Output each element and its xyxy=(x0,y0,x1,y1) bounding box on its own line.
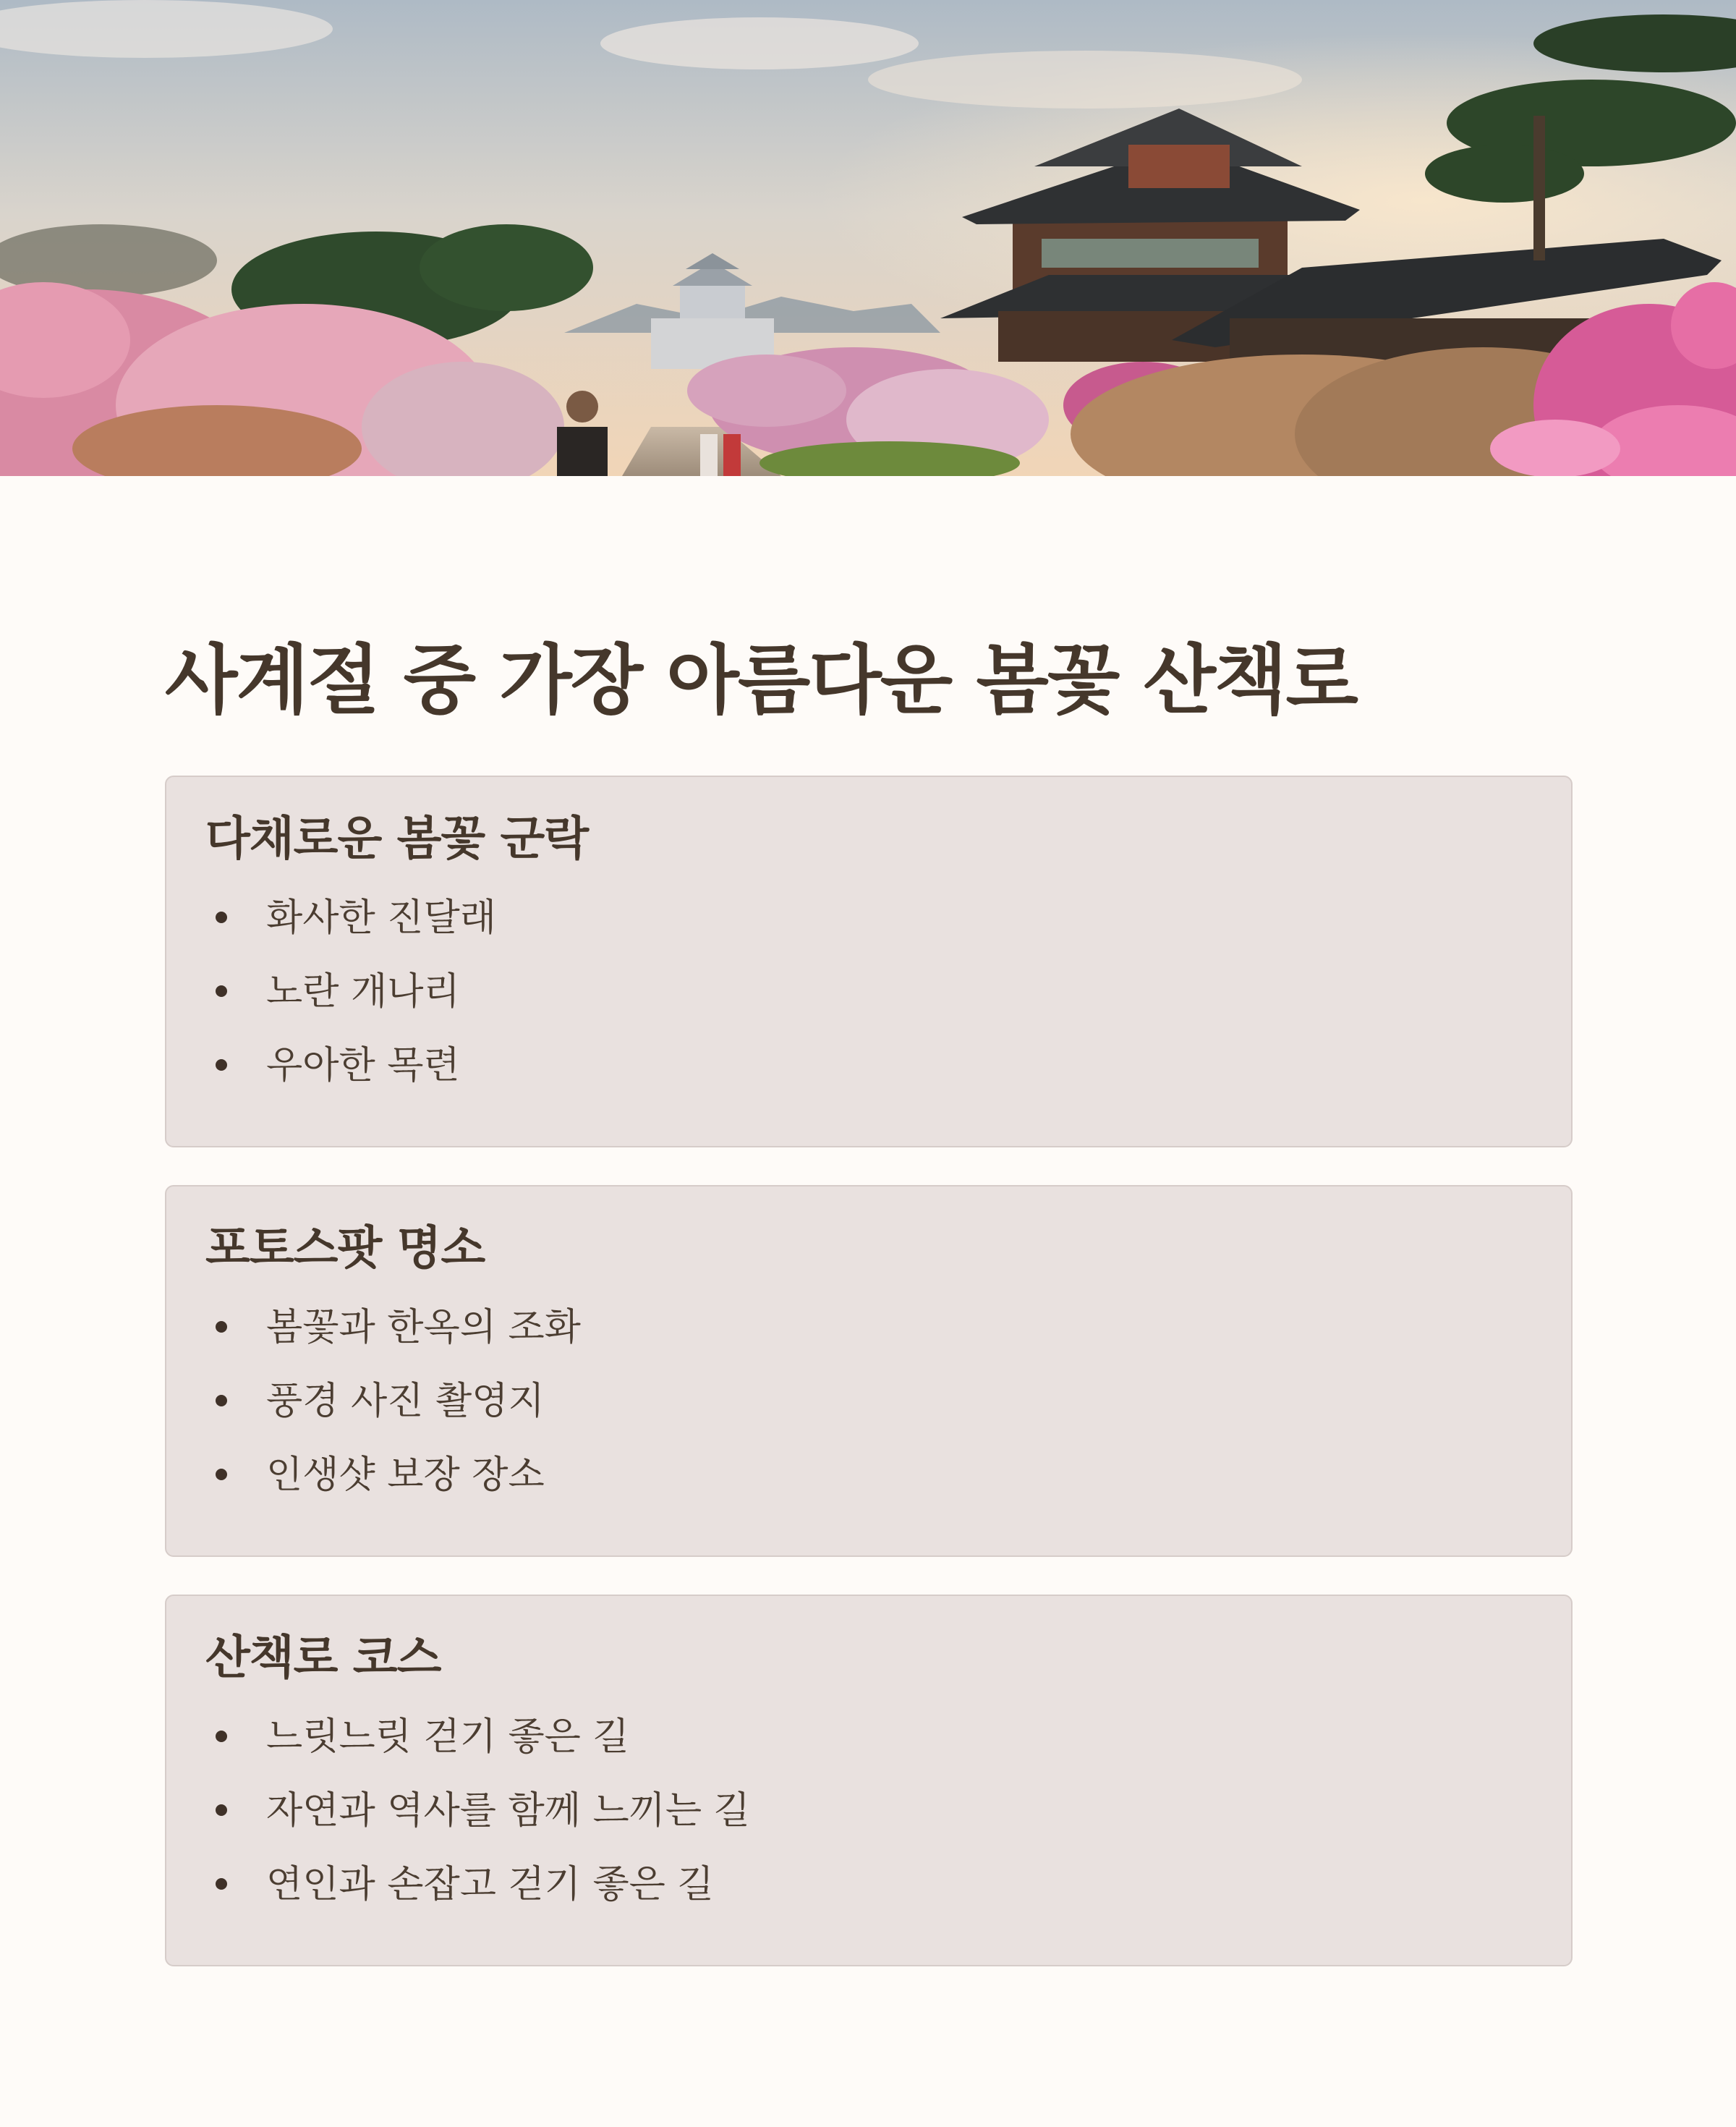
page-title: 사계절 중 가장 아름다운 봄꽃 산책로 xyxy=(165,636,1357,724)
list-item-text: 자연과 역사를 함께 느끼는 길 xyxy=(266,1789,750,1833)
bullet-icon xyxy=(216,1395,227,1406)
hero-illustration xyxy=(0,0,1736,476)
section-card-photo-spots xyxy=(165,1185,1573,1557)
section-title: 포토스팟 명소 xyxy=(205,1222,485,1275)
list-item xyxy=(205,1786,750,1859)
bullet-icon xyxy=(216,912,227,923)
main-content xyxy=(165,636,1573,1906)
list-item xyxy=(205,967,496,1040)
list-item-text: 노란 개나리 xyxy=(266,970,460,1014)
hero-image xyxy=(0,0,1736,476)
list-item-text: 연인과 손잡고 걷기 좋은 길 xyxy=(266,1863,714,1906)
bullet-icon xyxy=(216,1059,227,1071)
list-item-text: 우아한 목련 xyxy=(266,1044,460,1087)
list-item-text: 인생샷 보장 장소 xyxy=(266,1453,545,1497)
bullet-icon xyxy=(216,1804,227,1816)
section-list xyxy=(205,1302,581,1524)
list-item-text: 풍경 사진 촬영지 xyxy=(266,1380,545,1423)
bullet-icon xyxy=(216,1321,227,1333)
section-title: 산책로 코스 xyxy=(205,1631,441,1685)
list-item-text: 화사한 진달래 xyxy=(266,896,496,940)
list-item xyxy=(205,1712,750,1786)
list-item xyxy=(205,1302,581,1376)
list-item xyxy=(205,1040,496,1114)
bullet-icon xyxy=(216,1469,227,1480)
section-list xyxy=(205,1712,750,1933)
section-title: 다채로운 봄꽃 군락 xyxy=(205,812,589,866)
section-list xyxy=(205,893,496,1114)
list-item-text: 느릿느릿 걷기 좋은 길 xyxy=(266,1715,629,1759)
section-card-flowers xyxy=(165,776,1573,1147)
bullet-icon xyxy=(216,985,227,997)
list-item xyxy=(205,1376,581,1450)
section-card-walking-course xyxy=(165,1595,1573,1966)
list-item xyxy=(205,1450,581,1524)
list-item xyxy=(205,1859,750,1933)
bullet-icon xyxy=(216,1878,227,1890)
list-item xyxy=(205,893,496,967)
list-item-text: 봄꽃과 한옥의 조화 xyxy=(266,1306,581,1349)
bullet-icon xyxy=(216,1731,227,1742)
